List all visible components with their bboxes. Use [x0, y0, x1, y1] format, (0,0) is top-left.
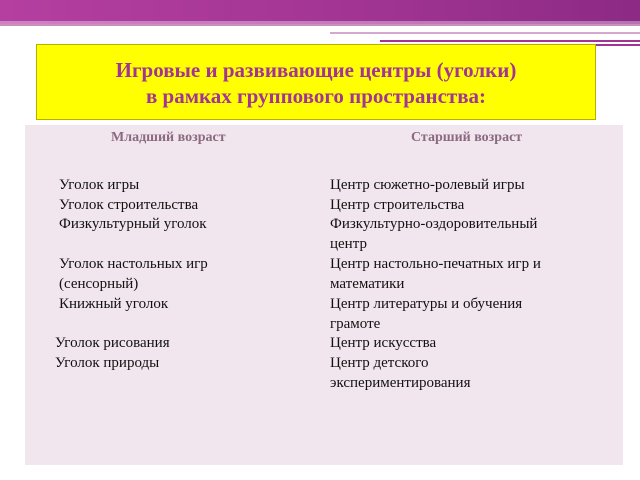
- left-row: (сенсорный): [59, 276, 139, 292]
- right-row: Центр строительства: [330, 197, 465, 213]
- left-row: Уголок игры: [59, 177, 140, 193]
- left-row: Книжный уголок: [59, 296, 169, 312]
- column-header-younger: Младший возраст: [111, 130, 226, 145]
- slide-title-line-2: в рамках группового пространства:: [145, 84, 487, 108]
- right-row: Физкультурно-оздоровительный: [330, 216, 538, 232]
- column-header-older: Старший возраст: [411, 130, 523, 145]
- left-row: Физкультурный уголок: [59, 216, 207, 232]
- slide-top-band: [0, 0, 640, 24]
- left-row: Уголок природы: [55, 355, 160, 371]
- decorative-line-3: [330, 32, 640, 34]
- right-row: Центр литературы и обучения: [330, 296, 523, 312]
- decorative-line-1: [0, 24, 640, 26]
- right-row: Центр детского: [330, 355, 429, 371]
- right-row: экспериментирования: [330, 375, 471, 391]
- right-row: Центр настольно-печатных игр и: [330, 256, 541, 272]
- left-row: Уголок строительства: [59, 197, 199, 213]
- right-row: математики: [330, 276, 405, 292]
- slide-title-line-1: Игровые и развивающие центры (уголки): [115, 58, 517, 82]
- right-row: Центр искусства: [330, 335, 437, 351]
- right-row: центр: [330, 236, 367, 252]
- centers-table: [25, 125, 623, 465]
- right-row: грамоте: [330, 316, 381, 332]
- right-row: Центр сюжетно-ролевый игры: [330, 177, 525, 193]
- left-row: Уголок настольных игр: [59, 256, 208, 272]
- left-row: Уголок рисования: [55, 335, 170, 351]
- title-box: [36, 44, 596, 120]
- decorative-line-2: [380, 40, 640, 42]
